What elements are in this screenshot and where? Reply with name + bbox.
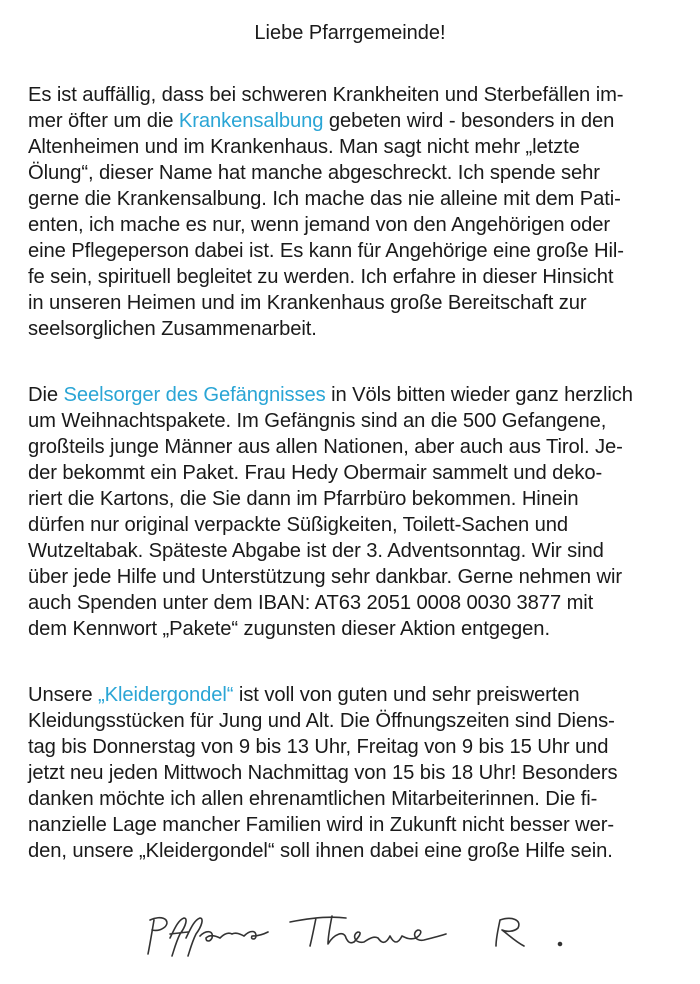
- text-span: in Völs bitten wieder ganz herzlich: [325, 384, 633, 406]
- text-line: dürfen nur original verpackte Süßigkeiten, Toilett-Sachen und: [28, 514, 569, 536]
- text-line: den, unsere „Kleidergondel“ soll ihnen dabei eine große Hilfe sein.: [28, 840, 613, 862]
- greeting-heading: Liebe Pfarrgemeinde!: [254, 22, 446, 44]
- text-line: um Weihnachtspakete. Im Gefängnis sind an die 500 Gefangene,: [28, 410, 607, 432]
- text-line: [28, 682, 580, 708]
- text-line: [28, 382, 633, 408]
- highlight-krankensalbung: Krankensalbung: [178, 110, 324, 132]
- text-line: der bekommt ein Paket. Frau Hedy Obermair sammelt und deko-: [28, 462, 603, 484]
- text-line: enten, ich mache es nur, wenn jemand von den Angehörigen oder: [28, 214, 610, 236]
- text-line: [28, 108, 614, 134]
- text-span: Unsere: [28, 684, 98, 706]
- text-line: auch Spenden unter dem IBAN: AT63 2051 0008 0030 3877 mit: [28, 592, 594, 614]
- text-line: nanzielle Lage mancher Familien wird in Zukunft nicht besser wer-: [28, 814, 614, 836]
- text-span: ist voll von guten und sehr preiswerten: [233, 684, 580, 706]
- text-line: Ölung“, dieser Name hat manche abgeschreckt. Ich spende sehr: [28, 162, 600, 184]
- text-line: riert die Kartons, die Sie dann im Pfarrbüro bekommen. Hinein: [28, 488, 579, 510]
- text-line: gerne die Krankensalbung. Ich mache das nie alleine mit dem Pati-: [28, 188, 621, 210]
- text-line: Altenheimen und im Krankenhaus. Man sagt nicht mehr „letzte: [28, 136, 580, 158]
- text-line: über jede Hilfe und Unterstützung sehr dankbar. Gerne nehmen wir: [28, 566, 622, 588]
- highlight-seelsorger: Seelsorger des Gefängnisses: [63, 384, 326, 406]
- highlight-kleidergondel: „Kleidergondel“: [98, 684, 234, 706]
- text-line: Es ist auffällig, dass bei schweren Krankheiten und Sterbefällen im-: [28, 84, 624, 106]
- text-span: Die: [28, 384, 64, 406]
- text-line: jetzt neu jeden Mittwoch Nachmittag von 15 bis 18 Uhr! Besonders: [28, 762, 618, 784]
- text-line: fe sein, spirituell begleitet zu werden. Ich erfahre in dieser Hinsicht: [28, 266, 614, 288]
- text-line: seelsorglichen Zusammenarbeit.: [28, 318, 317, 340]
- text-line: danken möchte ich allen ehrenamtlichen Mitarbeiterinnen. Die fi-: [28, 788, 598, 810]
- text-line: eine Pflegeperson dabei ist. Es kann für Angehörige eine große Hil-: [28, 240, 624, 262]
- text-line: großteils junge Männer aus allen Nationen, aber auch aus Tirol. Je-: [28, 436, 623, 458]
- text-line: Kleidungsstücken für Jung und Alt. Die Öffnungszeiten sind Diens-: [28, 710, 615, 732]
- text-line: in unseren Heimen und im Krankenhaus große Bereitschaft zur: [28, 292, 587, 314]
- text-line: tag bis Donnerstag von 9 bis 13 Uhr, Freitag von 9 bis 15 Uhr und: [28, 736, 609, 758]
- text-span: gebeten wird - besonders in den: [323, 110, 615, 132]
- text-line: dem Kennwort „Pakete“ zugunsten dieser Aktion entgegen.: [28, 618, 550, 640]
- text-line: Wutzeltabak. Späteste Abgabe ist der 3. Adventsonntag. Wir sind: [28, 540, 604, 562]
- handwritten-signature: [140, 900, 580, 960]
- text-span: mer öfter um die: [28, 110, 179, 132]
